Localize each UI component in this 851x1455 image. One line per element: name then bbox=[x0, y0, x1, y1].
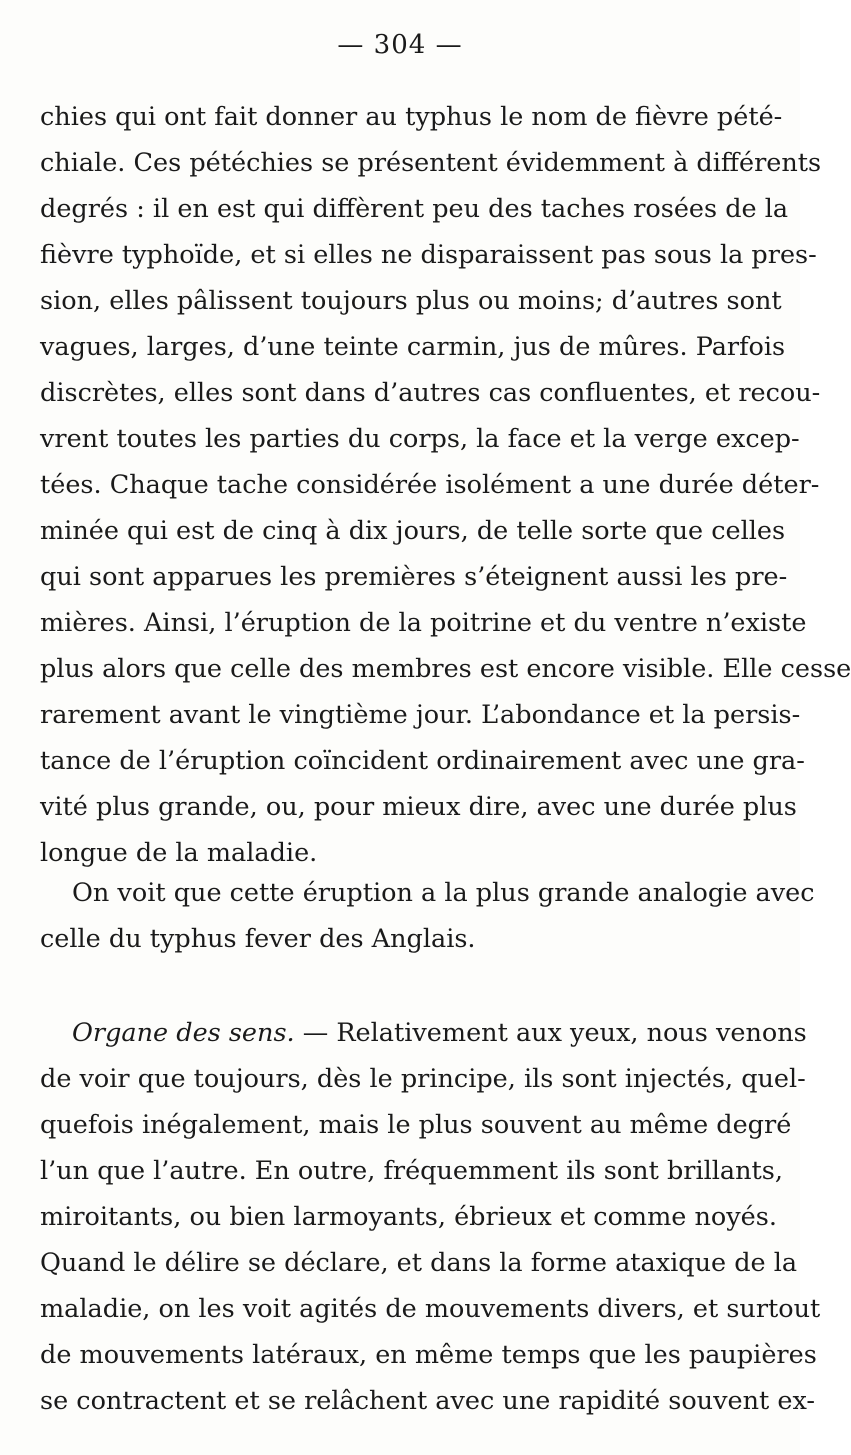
text-line: Quand le délire se déclare, et dans la forme ataxique de la bbox=[40, 1248, 798, 1278]
paragraph-analogy bbox=[40, 870, 815, 962]
text-line: qui sont apparues les premières s’éteignent aussi les pre- bbox=[40, 562, 788, 592]
text-line: chiale. Ces pétéchies se présentent évidemment à différents bbox=[40, 148, 822, 178]
text-line: degrés : il en est qui diffèrent peu des taches rosées de la bbox=[40, 194, 789, 224]
text-line: sion, elles pâlissent toujours plus ou moins; d’autres sont bbox=[40, 286, 782, 316]
text-line: vité plus grande, ou, pour mieux dire, avec une durée plus bbox=[40, 792, 797, 822]
text-line: quefois inégalement, mais le plus souvent au même degré bbox=[40, 1110, 792, 1140]
text-span: — Relativement aux yeux, nous venons bbox=[294, 1018, 807, 1048]
text-line: l’un que l’autre. En outre, fréquemment ils sont brillants, bbox=[40, 1156, 783, 1186]
text-line bbox=[40, 1010, 807, 1056]
text-line: plus alors que celle des membres est encore visible. Elle cesse bbox=[40, 654, 851, 684]
text-line: vagues, larges, d’une teinte carmin, jus de mûres. Parfois bbox=[40, 332, 786, 362]
text-line: celle du typhus fever des Anglais. bbox=[40, 924, 476, 954]
text-line: longue de la maladie. bbox=[40, 838, 318, 868]
paragraph-eruption bbox=[40, 94, 851, 876]
text-line: On voit que cette éruption a la plus grande analogie avec bbox=[72, 878, 815, 908]
text-line: minée qui est de cinq à dix jours, de telle sorte que celles bbox=[40, 516, 786, 546]
text-line: fièvre typhoïde, et si elles ne disparaissent pas sous la pres- bbox=[40, 240, 817, 270]
text-line: chies qui ont fait donner au typhus le nom de fièvre pété- bbox=[40, 102, 783, 132]
text-line: de voir que toujours, dès le principe, ils sont injectés, quel- bbox=[40, 1064, 806, 1094]
section-heading: Organe des sens. bbox=[72, 1018, 295, 1048]
text-line: de mouvements latéraux, en même temps que les paupières bbox=[40, 1340, 817, 1370]
text-line: miroitants, ou bien larmoyants, ébrieux et comme noyés. bbox=[40, 1202, 777, 1232]
text-line: se contractent et se relâchent avec une rapidité souvent ex- bbox=[40, 1386, 816, 1416]
text-line: mières. Ainsi, l’éruption de la poitrine et du ventre n’existe bbox=[40, 608, 807, 638]
paragraph-sense-organs bbox=[40, 1010, 821, 1424]
text-line: maladie, on les voit agités de mouvements divers, et surtout bbox=[40, 1294, 821, 1324]
text-line: vrent toutes les parties du corps, la face et la verge excep- bbox=[40, 424, 800, 454]
text-line: tées. Chaque tache considérée isolément a une durée déter- bbox=[40, 470, 820, 500]
page-number: — 304 — bbox=[337, 30, 463, 60]
text-line: rarement avant le vingtième jour. L’abondance et la persis- bbox=[40, 700, 801, 730]
text-line: discrètes, elles sont dans d’autres cas confluentes, et recou- bbox=[40, 378, 821, 408]
text-line: tance de l’éruption coïncident ordinairement avec une gra- bbox=[40, 746, 805, 776]
